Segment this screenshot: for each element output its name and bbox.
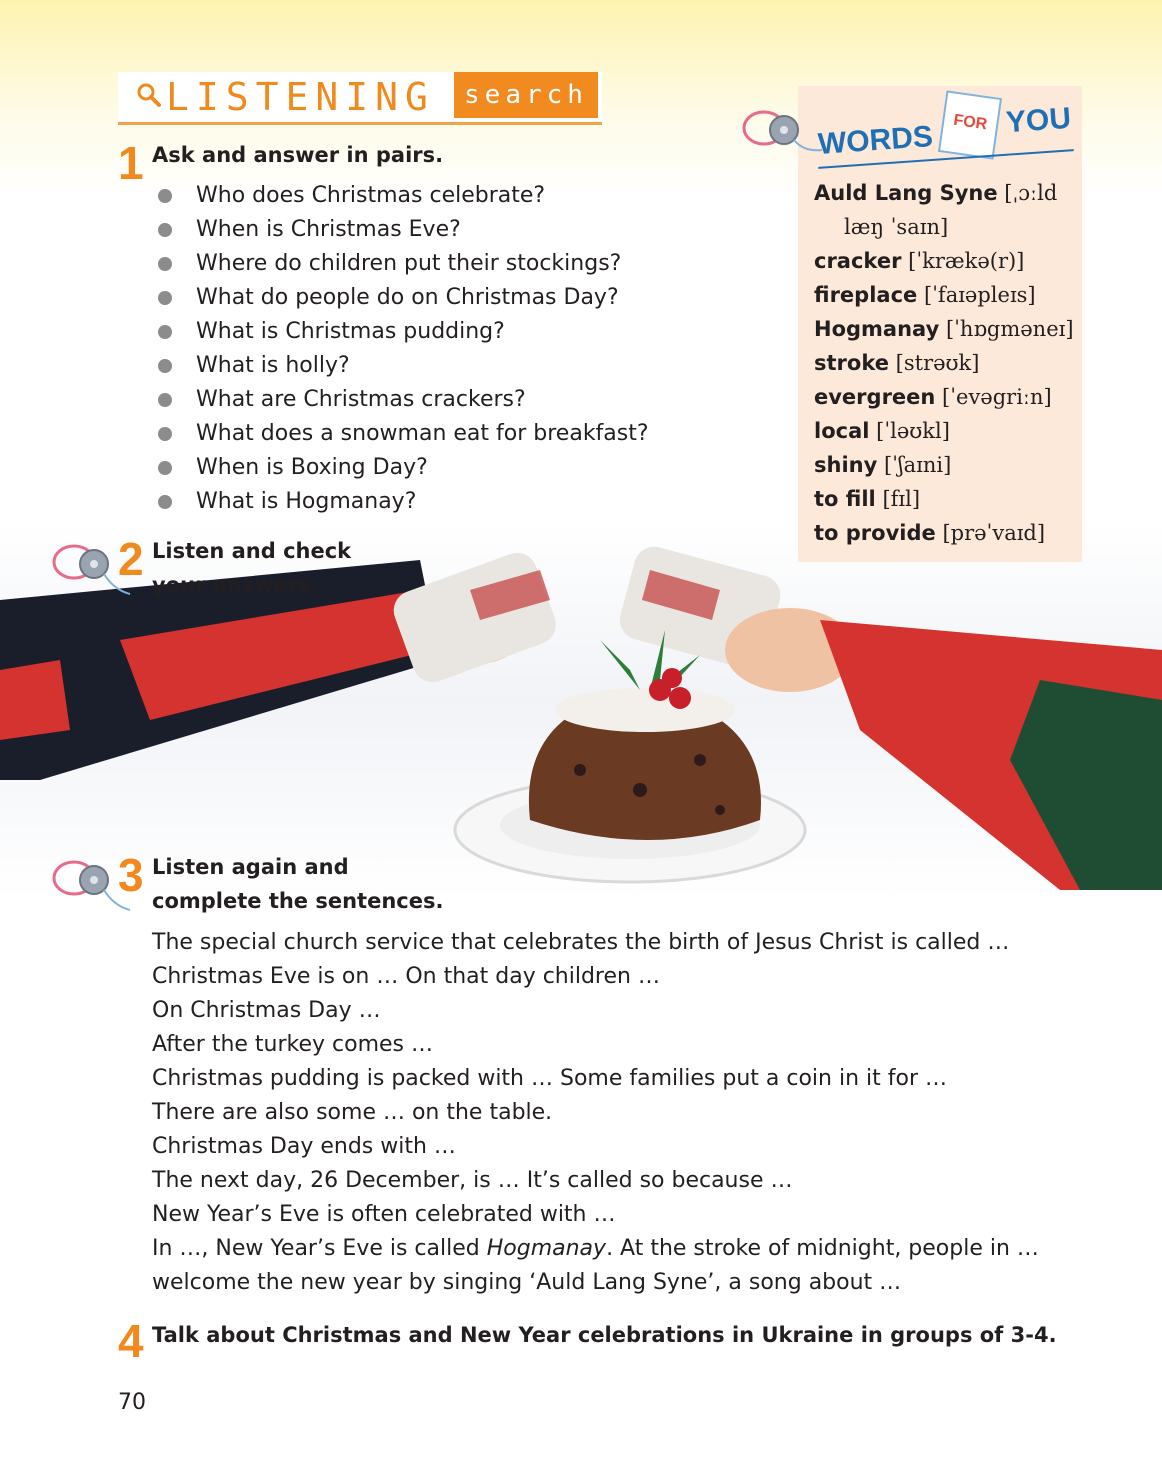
task-instruction-4: Talk about Christmas and New Year celebrations in Ukraine in groups of 3-4. <box>152 1323 1057 1347</box>
words-title-a: WORDS <box>816 120 934 161</box>
search-icon <box>136 82 162 108</box>
sentence: Christmas Eve is on … On that day children … <box>152 964 660 989</box>
list-item: What is holly? <box>154 349 774 383</box>
task-instruction-3b: complete the sentences. <box>152 889 444 913</box>
page-number: 70 <box>118 1390 146 1415</box>
vocab-entry: shiny [ˈʃaɪni] <box>814 453 952 477</box>
words-for-you-box <box>798 86 1082 562</box>
vocab-entry: local [ˈləʊkl] <box>814 419 950 443</box>
sentence: The special church service that celebrates the birth of Jesus Christ is called … <box>152 930 1010 955</box>
task-number-1: 1 <box>118 137 144 189</box>
note-card <box>938 90 1002 159</box>
list-item: When is Christmas Eve? <box>154 213 774 247</box>
vocab-entry: to provide [prəˈvaɪd] <box>814 521 1046 545</box>
sentence: On Christmas Day … <box>152 998 381 1023</box>
question-list <box>154 179 774 519</box>
vocab-entry: to fill [fɪl] <box>814 487 921 511</box>
sentence: The next day, 26 December, is … It’s called so because … <box>152 1168 793 1193</box>
section-badge: search <box>454 72 598 118</box>
sentence: Christmas pudding is packed with … Some families put a coin in it for … <box>152 1066 947 1091</box>
task-instruction-3a: Listen again and <box>152 855 349 879</box>
sentence: New Year’s Eve is often celebrated with … <box>152 1202 616 1227</box>
sentence: After the turkey comes … <box>152 1032 434 1057</box>
sentence: welcome the new year by singing ‘Auld Lang Syne’, a song about … <box>152 1270 902 1295</box>
vocab-entry: fireplace [ˈfaɪəpleɪs] <box>814 283 1036 307</box>
task-instruction-1: Ask and answer in pairs. <box>152 143 444 167</box>
vocab-entry: stroke [strəʊk] <box>814 351 980 375</box>
list-item: What are Christmas crackers? <box>154 383 774 417</box>
list-item: When is Boxing Day? <box>154 451 774 485</box>
vocab-entry: Auld Lang Syne [ˌɔːld læŋ ˈsaɪn] <box>814 181 1058 239</box>
task-number-3: 3 <box>118 849 144 901</box>
vocab-entry: cracker [ˈkrækə(r)] <box>814 249 1025 273</box>
cd-icon <box>738 100 828 160</box>
list-item: What is Hogmanay? <box>154 485 774 519</box>
section-header <box>118 72 602 125</box>
vocab-entry: evergreen [ˈevəgriːn] <box>814 385 1052 409</box>
list-item: What do people do on Christmas Day? <box>154 281 774 315</box>
list-item: Who does Christmas celebrate? <box>154 179 774 213</box>
sentence: In …, New Year’s Eve is called Hogmanay. At the stroke of midnight, people in … <box>152 1236 1039 1261</box>
list-item: What is Christmas pudding? <box>154 315 774 349</box>
task-number-2: 2 <box>118 533 144 585</box>
sentence: There are also some … on the table. <box>152 1100 553 1125</box>
vocab-entry: Hogmanay [ˈhɒgməneɪ] <box>814 317 1074 341</box>
list-item: Where do children put their stockings? <box>154 247 774 281</box>
words-title-for: FOR <box>952 111 989 134</box>
task-instruction-2b: your answers. <box>152 573 319 597</box>
section-title: LISTENING <box>166 75 435 119</box>
sentence: Christmas Day ends with … <box>152 1134 456 1159</box>
sentence-list <box>152 926 1052 1300</box>
list-item: What does a snowman eat for breakfast? <box>154 417 774 451</box>
words-title-b: YOU <box>1004 101 1073 140</box>
task-number-4: 4 <box>118 1315 144 1367</box>
vocabulary-list <box>814 176 1080 550</box>
task-instruction-2a: Listen and check <box>152 539 352 563</box>
